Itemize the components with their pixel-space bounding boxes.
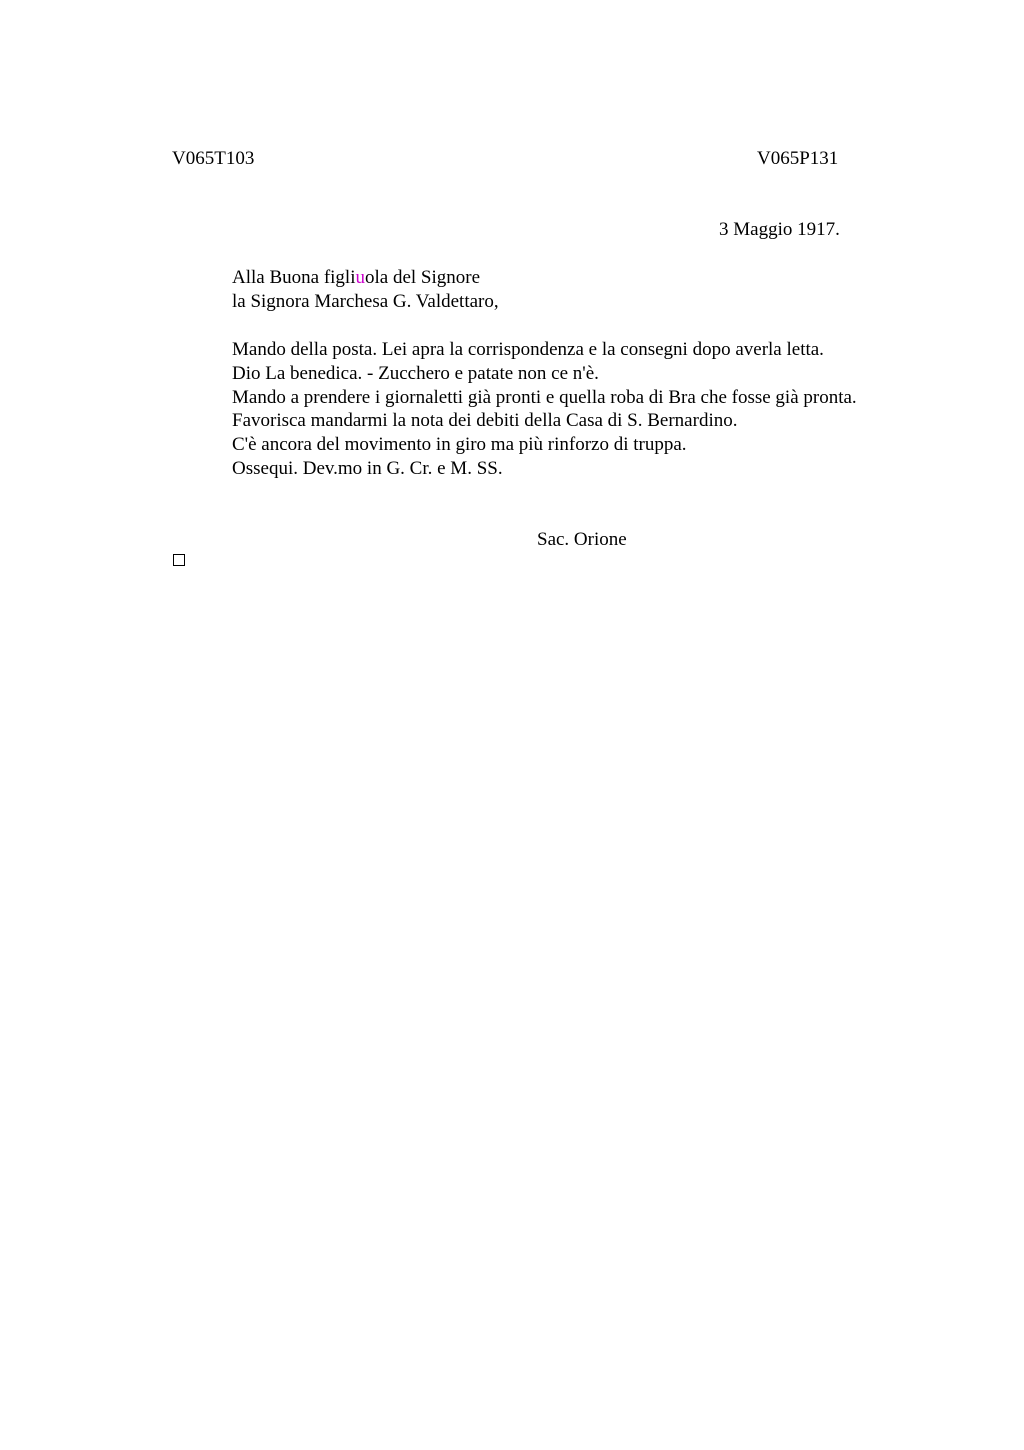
body-line-5: C'è ancora del movimento in giro ma più rinforzo di truppa. (232, 434, 687, 455)
document-code-right: V065P131 (757, 148, 839, 169)
highlighted-letter: u (355, 267, 365, 288)
document-code-left: V065T103 (172, 148, 255, 169)
address-line-1-end: ola del Signore (364, 267, 481, 288)
checkbox-square-icon (173, 554, 185, 566)
body-line-3: Mando a prendere i giornaletti già pronti e quella roba di Bra che fosse già pronta. (232, 387, 857, 408)
body-line-1: Mando della posta. Lei apra la corrispondenza e la consegni dopo averla letta. (232, 339, 824, 360)
letter-date: 3 Maggio 1917. (719, 219, 840, 240)
body-line-4: Favorisca mandarmi la nota dei debiti della Casa di S. Bernardino. (232, 410, 738, 431)
body-line-2: Dio La benedica. - Zucchero e patate non ce n'è. (232, 363, 599, 384)
address-line-1 (232, 268, 480, 287)
body-line-6: Ossequi. Dev.mo in G. Cr. e M. SS. (232, 458, 503, 479)
signature: Sac. Orione (537, 529, 627, 550)
address-line-2: la Signora Marchesa G. Valdettaro, (232, 291, 499, 312)
address-line-1-start: Alla Buona figli (232, 267, 356, 288)
